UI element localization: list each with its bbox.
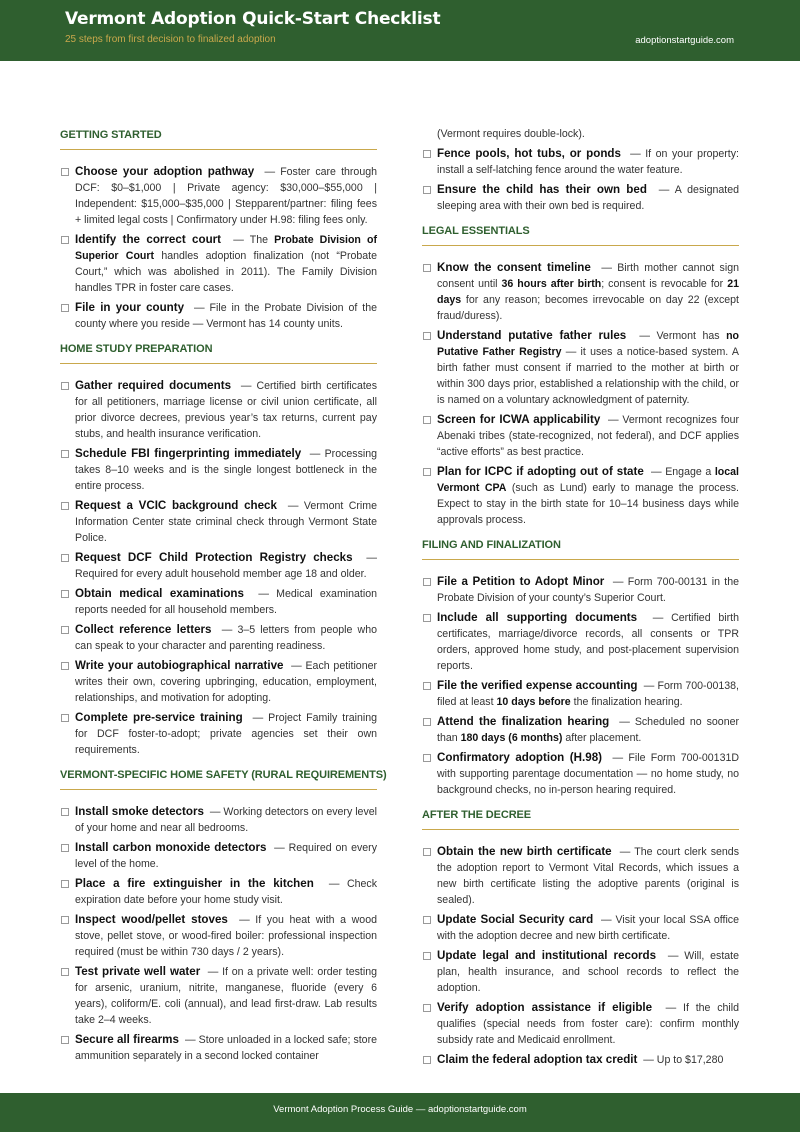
item-text: The bbox=[249, 234, 269, 246]
checklist-item bbox=[60, 964, 377, 1028]
item-separator: — bbox=[328, 878, 347, 890]
item-separator: — bbox=[287, 500, 304, 512]
checklist-item bbox=[422, 328, 739, 408]
item-separator: — bbox=[652, 612, 672, 624]
item-title: Collect reference letters bbox=[75, 623, 212, 636]
checkbox[interactable] bbox=[61, 590, 69, 598]
item-separator: — bbox=[612, 752, 629, 764]
item-title: Inspect wood/pellet stoves bbox=[75, 913, 228, 926]
checkbox[interactable] bbox=[423, 150, 431, 158]
checkbox[interactable] bbox=[61, 1036, 69, 1044]
item-separator: — bbox=[240, 380, 257, 392]
item-emphasis: Probate Division of Superior Court bbox=[75, 234, 377, 262]
page-header bbox=[0, 0, 800, 61]
item-text: Check expiration date before your home study visit. bbox=[75, 878, 377, 906]
section-title: AFTER THE DECREE bbox=[422, 808, 739, 830]
item-separator: — bbox=[639, 330, 657, 342]
checklist-item bbox=[422, 750, 739, 798]
checklist-item bbox=[60, 300, 377, 332]
checkbox[interactable] bbox=[61, 808, 69, 816]
checklist-item bbox=[60, 622, 377, 654]
item-text: Medical examination reports needed for all household members. bbox=[75, 588, 377, 616]
item-text: Required on every level of the home. bbox=[75, 842, 377, 870]
checkbox[interactable] bbox=[61, 502, 69, 510]
item-text: If on your property: install a self-latching fence around the water feature. bbox=[437, 148, 739, 176]
item-text: Form 700-00138, filed at least bbox=[437, 680, 739, 708]
section-title: VERMONT-SPECIFIC HOME SAFETY (RURAL REQUIREMENTS) bbox=[60, 768, 377, 790]
checklist-item bbox=[422, 714, 739, 746]
checkbox[interactable] bbox=[61, 304, 69, 312]
item-text: the finalization hearing. bbox=[573, 696, 683, 708]
checkbox[interactable] bbox=[423, 952, 431, 960]
checkbox[interactable] bbox=[61, 916, 69, 924]
checklist-item bbox=[60, 498, 377, 546]
checkbox[interactable] bbox=[61, 714, 69, 722]
checklist-item bbox=[60, 840, 377, 872]
item-text: for any reason; becomes irrevocable on day 22 (except fraud/duress). bbox=[437, 294, 739, 322]
item-text: File in the Probate Division of the county where you reside — Vermont has 14 county units. bbox=[75, 302, 377, 330]
checkbox[interactable] bbox=[61, 554, 69, 562]
item-text: 3–5 letters from people who can speak to your character and parenting readiness. bbox=[75, 624, 377, 652]
item-text: Processing takes 8–10 weeks and is the single longest bottleneck in the entire process. bbox=[75, 448, 377, 492]
item-separator: — bbox=[221, 624, 238, 636]
item-text: If the child qualifies (special needs from foster care): confirm monthly subsidy rate and Medicaid enrollment. bbox=[437, 1002, 739, 1046]
checklist-item bbox=[60, 658, 377, 706]
checkbox[interactable] bbox=[61, 382, 69, 390]
item-text: If on a private well: order testing for arsenic, uranium, nitrite, manganese, fluoride (every 6 years), coliform/E. coli (annual), and lead first-draw. Lab results take 2–4 weeks. bbox=[75, 966, 378, 1026]
checkbox[interactable] bbox=[61, 236, 69, 244]
checkbox[interactable] bbox=[423, 754, 431, 762]
item-separator: — bbox=[233, 234, 250, 246]
item-title: File a Petition to Adopt Minor bbox=[437, 575, 605, 588]
item-title: Confirmatory adoption (H.98) bbox=[437, 751, 603, 764]
item-text: Store unloaded in a locked safe; store ammunition separately in a second locked container bbox=[75, 1034, 377, 1062]
item-separator: — bbox=[258, 588, 277, 600]
checklist-item bbox=[60, 1032, 377, 1064]
checkbox[interactable] bbox=[423, 186, 431, 194]
checkbox[interactable] bbox=[423, 916, 431, 924]
item-title: File the verified expense accounting bbox=[437, 679, 638, 692]
item-title: Choose your adoption pathway bbox=[75, 165, 255, 178]
checklist-item bbox=[60, 378, 377, 442]
checklist-item bbox=[60, 804, 377, 836]
item-separator: — bbox=[185, 1034, 199, 1046]
item-text: Vermont recognizes four Abenaki tribes (state-recognized, not federal), and DCF applies “active efforts” as best practice. bbox=[437, 414, 740, 458]
item-title: Understand putative father rules bbox=[437, 329, 627, 342]
item-separator: — bbox=[651, 466, 666, 478]
item-separator: — bbox=[291, 660, 306, 672]
checklist-item bbox=[60, 586, 377, 618]
item-text: after placement. bbox=[565, 732, 642, 744]
checklist-item bbox=[422, 1052, 739, 1068]
item-separator: — bbox=[665, 1002, 684, 1014]
checklist-item bbox=[422, 678, 739, 710]
checklist-item bbox=[60, 710, 377, 758]
checklist-item bbox=[422, 948, 739, 996]
item-separator: — bbox=[643, 680, 658, 692]
item-title: Install smoke detectors bbox=[75, 805, 204, 818]
checklist-item bbox=[422, 574, 739, 606]
checklist-item bbox=[60, 876, 377, 908]
item-text: Required for every adult household member age 18 and older. bbox=[75, 568, 367, 580]
item-text: Birth mother cannot sign consent until bbox=[437, 262, 739, 290]
item-title: Test private well water bbox=[75, 965, 201, 978]
checkbox[interactable] bbox=[423, 682, 431, 690]
item-text: File Form 700-00131D with supporting parentage documentation — no home study, no background checks, no in-person hearing required. bbox=[437, 752, 739, 796]
checkbox[interactable] bbox=[423, 332, 431, 340]
checkbox[interactable] bbox=[61, 662, 69, 670]
section-title: GETTING STARTED bbox=[60, 128, 377, 150]
item-text: Vermont has bbox=[656, 330, 720, 342]
checkbox[interactable] bbox=[423, 1056, 431, 1064]
left-column bbox=[60, 126, 387, 1068]
item-separator: — bbox=[612, 576, 628, 588]
item-separator: — bbox=[193, 302, 210, 314]
item-title: Fence pools, hot tubs, or ponds bbox=[437, 147, 621, 160]
checklist-item bbox=[60, 446, 377, 494]
item-separator: — bbox=[667, 950, 685, 962]
item-separator: — bbox=[601, 262, 618, 274]
checklist-item bbox=[422, 844, 739, 908]
page-title: Vermont Adoption Quick-Start Checklist bbox=[65, 9, 441, 29]
item-separator: — bbox=[658, 184, 675, 196]
checkbox[interactable] bbox=[423, 614, 431, 622]
item-title: Know the consent timeline bbox=[437, 261, 591, 274]
checkbox[interactable] bbox=[61, 880, 69, 888]
item-title: Request a VCIC background check bbox=[75, 499, 277, 512]
checklist-item bbox=[60, 550, 377, 582]
item-text: Form 700-00131 in the Probate Division of your county’s Superior Court. bbox=[437, 576, 739, 604]
item-title: Screen for ICWA applicability bbox=[437, 413, 601, 426]
item-text: Scheduled no sooner than bbox=[437, 716, 739, 744]
page-footer bbox=[0, 1093, 800, 1132]
item-text: Project Family training for DCF foster-to-adopt; private agencies set their own requirements. bbox=[75, 712, 377, 756]
item-title: Update legal and institutional records bbox=[437, 949, 657, 962]
item-text: Certified birth certificates, marriage/divorce records, all consents or TPR orders, approved home study, and post-placement supervision reports. bbox=[437, 612, 740, 672]
item-separator: — bbox=[366, 552, 377, 564]
item-title: Schedule FBI fingerprinting immediately bbox=[75, 447, 302, 460]
item-text: — it uses a notice-based system. A birth father must consent if married to the mother at birth or within 300 days prior, established a relationship with the child, or is named on a voluntary acknowledgment of paternity. bbox=[437, 346, 739, 406]
item-title: Obtain the new birth certificate bbox=[437, 845, 612, 858]
checklist-item bbox=[422, 464, 739, 528]
item-title: Update Social Security card bbox=[437, 913, 594, 926]
item-title: Install carbon monoxide detectors bbox=[75, 841, 267, 854]
item-separator: — bbox=[207, 966, 223, 978]
item-text: A designated sleeping area with their own bed is required. bbox=[437, 184, 740, 212]
item-title: Identify the correct court bbox=[75, 233, 222, 246]
page-subtitle: 25 steps from first decision to finalized adoption bbox=[65, 34, 276, 45]
checklist-item bbox=[422, 182, 739, 214]
item-title: Secure all firearms bbox=[75, 1033, 179, 1046]
checkbox[interactable] bbox=[61, 168, 69, 176]
item-title: Attend the finalization hearing bbox=[437, 715, 610, 728]
item-title: Write your autobiographical narrative bbox=[75, 659, 284, 672]
checklist-item bbox=[422, 912, 739, 944]
checkbox[interactable] bbox=[61, 626, 69, 634]
checklist-item bbox=[422, 1000, 739, 1048]
item-separator: — bbox=[274, 842, 289, 854]
item-separator: — bbox=[643, 1054, 657, 1066]
checklist-item bbox=[422, 610, 739, 674]
item-separator: — bbox=[600, 914, 616, 926]
item-emphasis: 21 days bbox=[437, 278, 739, 306]
footer-text: Vermont Adoption Process Guide — adoptionstartguide.com bbox=[273, 1104, 527, 1115]
checklist-item bbox=[422, 412, 739, 460]
item-title: File in your county bbox=[75, 301, 185, 314]
item-text: Each petitioner writes their own, covering upbringing, education, employment, relationships, and motivation for adopting. bbox=[75, 660, 378, 704]
section-title: FILING AND FINALIZATION bbox=[422, 538, 739, 560]
item-title: Gather required documents bbox=[75, 379, 232, 392]
item-separator: — bbox=[607, 414, 623, 426]
item-emphasis: 10 days before bbox=[496, 696, 571, 708]
item-continuation: (Vermont requires double-lock). bbox=[437, 128, 585, 140]
item-title: Place a fire extinguisher in the kitchen bbox=[75, 877, 314, 890]
checklist-item bbox=[60, 912, 377, 960]
checklist-item bbox=[422, 146, 739, 178]
checkbox[interactable] bbox=[423, 848, 431, 856]
section-title: LEGAL ESSENTIALS bbox=[422, 224, 739, 246]
item-separator: — bbox=[252, 712, 269, 724]
item-title: Verify adoption assistance if eligible bbox=[437, 1001, 653, 1014]
item-title: Complete pre-service training bbox=[75, 711, 243, 724]
checkbox[interactable] bbox=[423, 416, 431, 424]
item-title: Request DCF Child Protection Registry checks bbox=[75, 551, 353, 564]
checkbox[interactable] bbox=[423, 1004, 431, 1012]
item-text: Foster care through DCF: $0–$1,000 | Private agency: $30,000–$55,000 | Independent: $15,000–$35,000 | Stepparent/partner: filing fees + limited legal costs | Confirmatory under H.98: filing fees only. bbox=[75, 166, 378, 226]
item-text: If you heat with a wood stove, pellet stove, or wood-fired boiler: professional inspection required (must be within 730 days / 2 years). bbox=[75, 914, 377, 958]
item-text: Engage a bbox=[665, 466, 712, 478]
item-text: (such as Lund) early to manage the process. Expect to stay in the birth state for 10–14 business days while approvals process. bbox=[437, 482, 739, 526]
item-text: handles adoption finalization (not “Probate Court,” which was abolished in 2011). The Family Division handles TPR in foster care cases. bbox=[75, 250, 377, 294]
checklist-item bbox=[422, 260, 739, 324]
section-title: HOME STUDY PREPARATION bbox=[60, 342, 377, 364]
item-title: Obtain medical examinations bbox=[75, 587, 244, 600]
item-emphasis: local Vermont CPA bbox=[437, 466, 739, 494]
checklist-item bbox=[60, 232, 377, 296]
item-text: Up to $17,280 bbox=[656, 1054, 724, 1066]
item-separator: — bbox=[209, 806, 224, 818]
item-emphasis: no Putative Father Registry bbox=[437, 330, 740, 358]
item-title: Plan for ICPC if adopting out of state bbox=[437, 465, 644, 478]
item-title: Claim the federal adoption tax credit bbox=[437, 1053, 638, 1066]
item-separator: — bbox=[264, 166, 281, 178]
item-separator: — bbox=[630, 148, 646, 160]
checkbox[interactable] bbox=[423, 264, 431, 272]
item-text: Vermont Crime Information Center state criminal check through Vermont State Police. bbox=[75, 500, 377, 544]
item-text: The court clerk sends the adoption report to Vermont Vital Records, which issues a new birth certificate listing the adoptive parents (original is sealed). bbox=[437, 846, 739, 906]
checkbox[interactable] bbox=[423, 468, 431, 476]
item-title: Include all supporting documents bbox=[437, 611, 638, 624]
item-title: Ensure the child has their own bed bbox=[437, 183, 647, 196]
checkbox[interactable] bbox=[423, 578, 431, 586]
item-emphasis: 180 days (6 months) bbox=[460, 732, 563, 744]
item-separator: — bbox=[619, 846, 635, 858]
item-separator: — bbox=[309, 448, 325, 460]
right-column bbox=[422, 126, 739, 1072]
item-text: Certified birth certificates for all petitioners, marriage license or civil union certificate, all prior divorce decrees, previous year’s tax returns, current pay stubs, and health insurance verification. bbox=[75, 380, 377, 440]
item-separator: — bbox=[619, 716, 635, 728]
header-site-link[interactable]: adoptionstartguide.com bbox=[635, 35, 734, 46]
item-separator: — bbox=[239, 914, 256, 926]
checklist-item bbox=[60, 164, 377, 228]
item-text: Visit your local SSA office with the adoption decree and new birth certificate. bbox=[437, 914, 739, 942]
checkbox[interactable] bbox=[423, 718, 431, 726]
checkbox[interactable] bbox=[61, 450, 69, 458]
item-text: Working detectors on every level of your home and near all bedrooms. bbox=[75, 806, 377, 834]
checkbox[interactable] bbox=[61, 968, 69, 976]
checkbox[interactable] bbox=[61, 844, 69, 852]
item-text: ; consent is revocable for bbox=[601, 278, 724, 290]
item-emphasis: 36 hours after birth bbox=[501, 278, 602, 290]
item-text: Will, estate plan, health insurance, and school records to reflect the adoption. bbox=[437, 950, 739, 994]
